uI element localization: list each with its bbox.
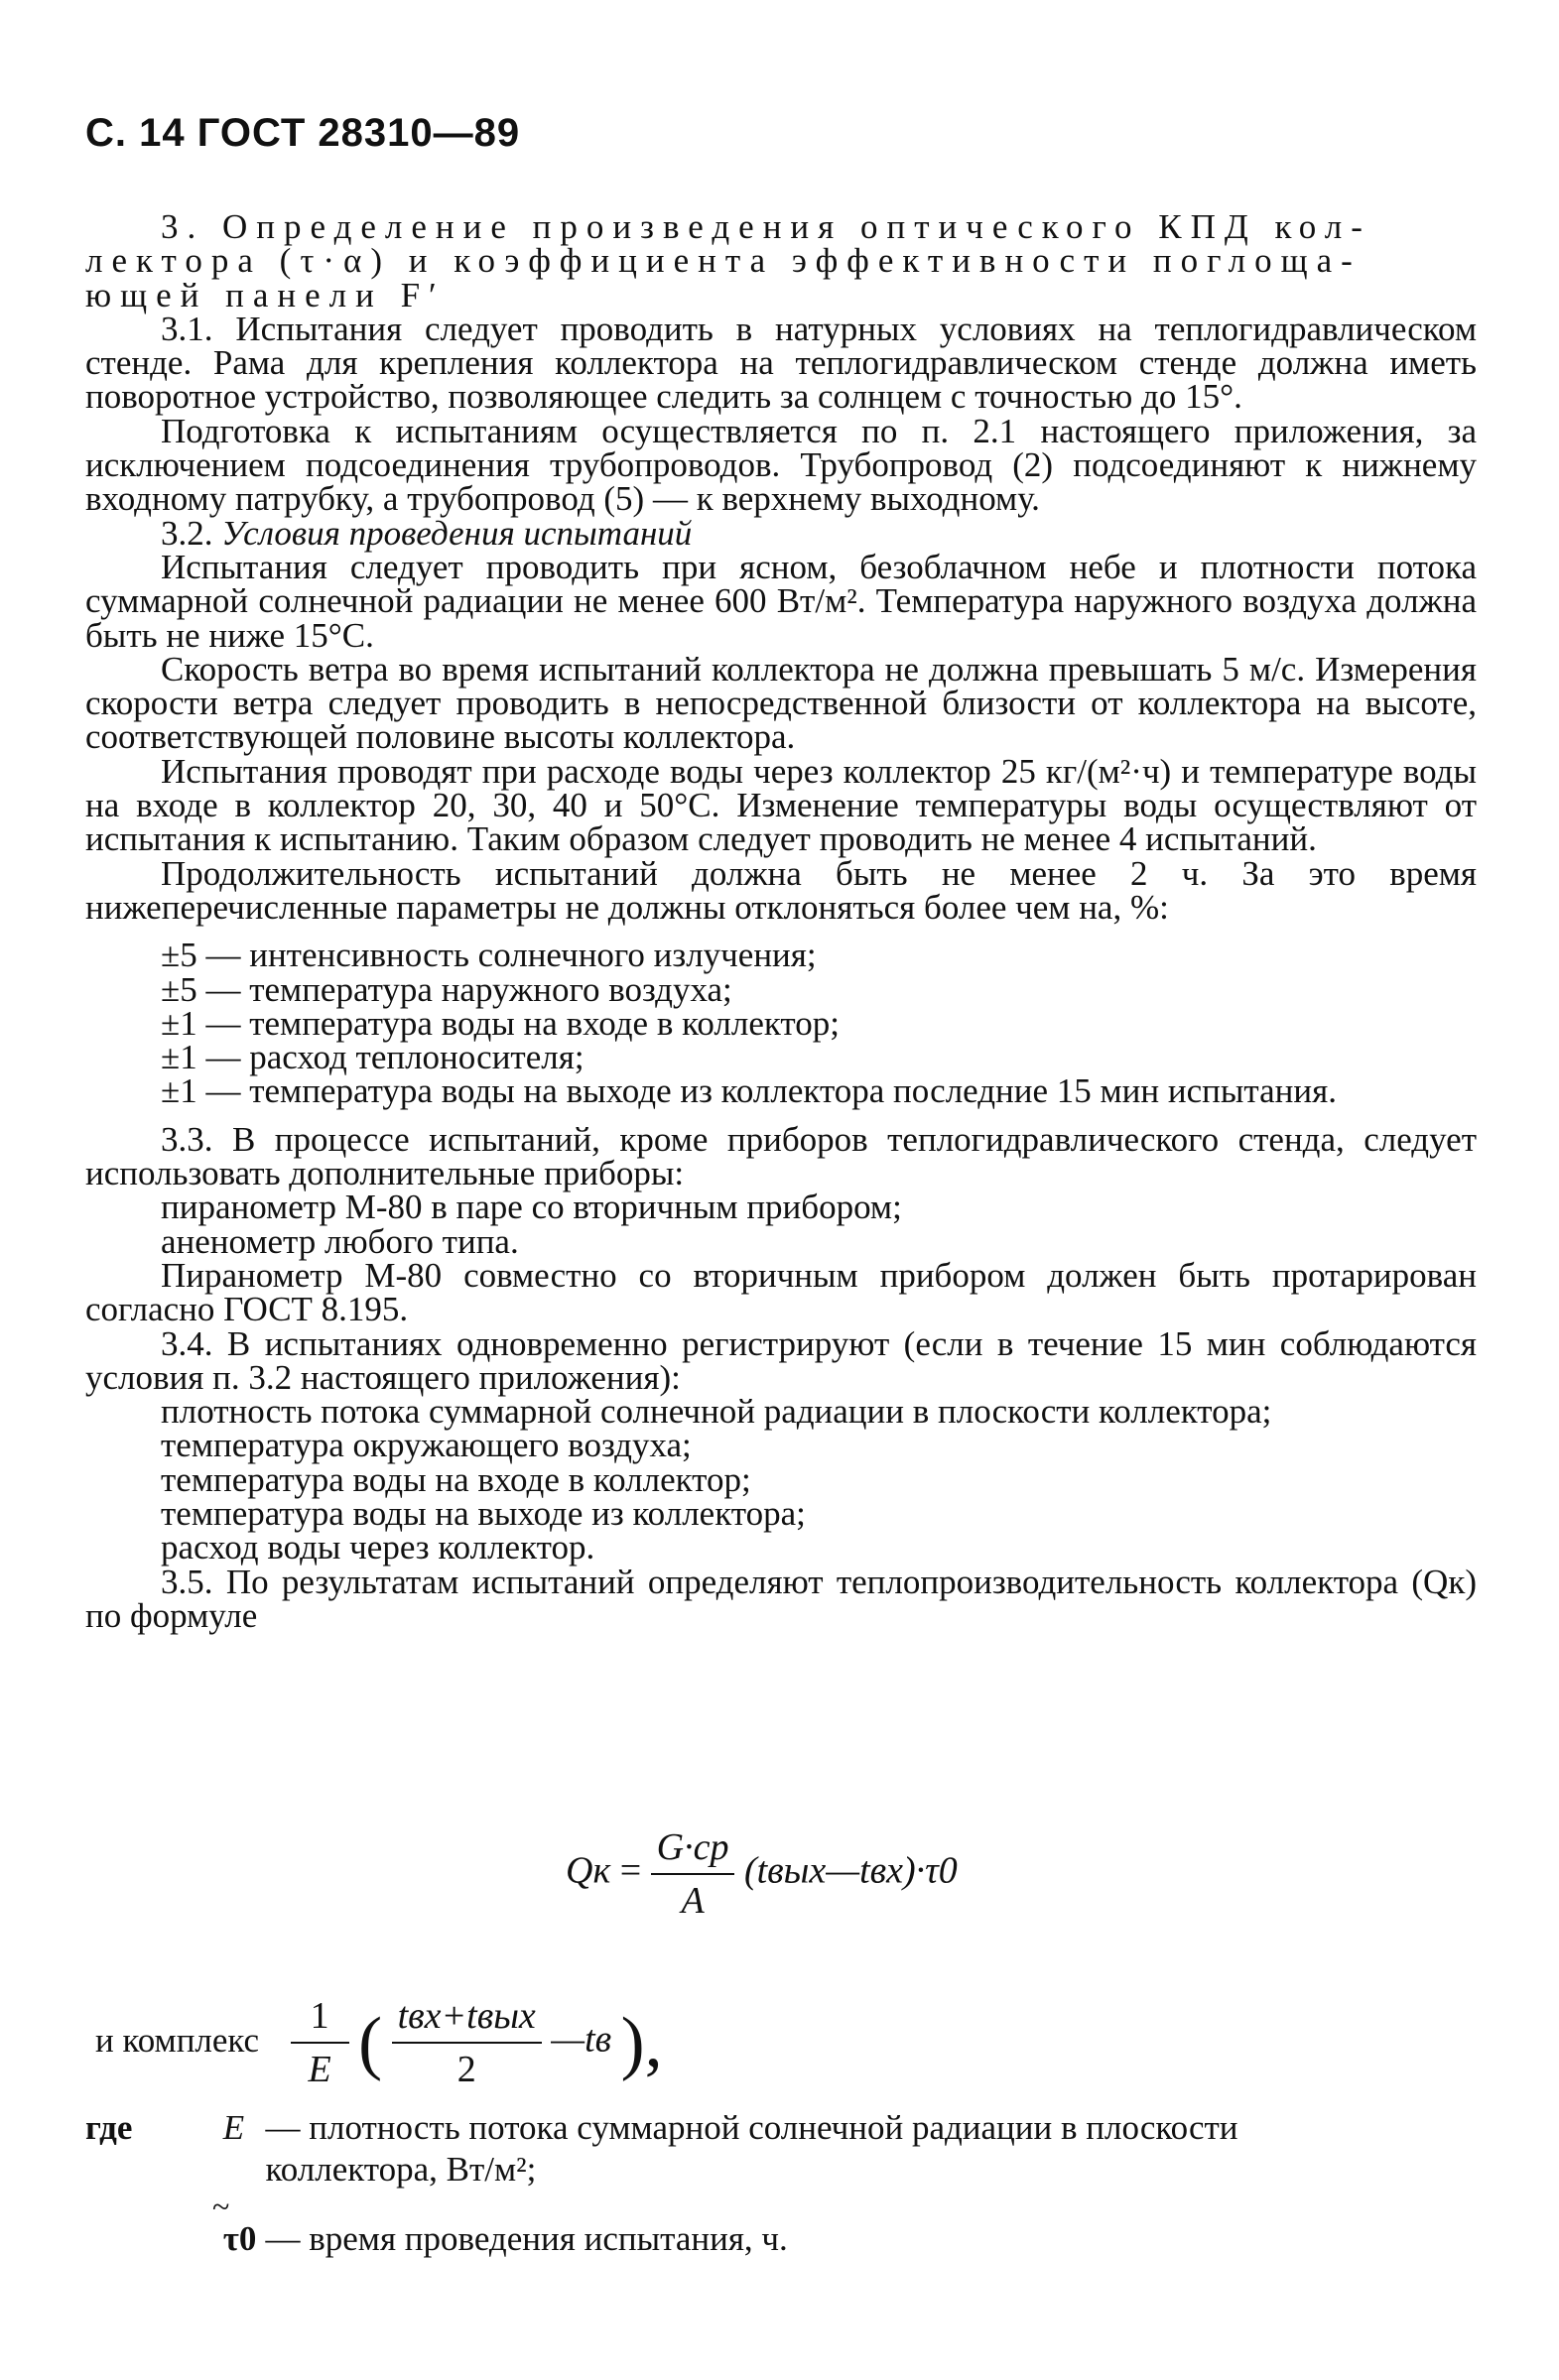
list-item: плотность потока суммарной солнечной радиации в плоскости коллектора; <box>161 1392 1272 1432</box>
list-item: температура окружающего воздуха; <box>161 1426 692 1465</box>
formula-rest: —tв <box>551 2018 612 2061</box>
list-item: ±5 — температура наружного воздуха; <box>161 969 732 1009</box>
section-number: 3.2. <box>161 513 213 553</box>
formula-lhs: Qк <box>566 1849 611 1892</box>
list-item: расход воды через коллектор. <box>161 1528 595 1567</box>
tolerance-list <box>85 936 1477 1111</box>
list-item: температура воды на входе в коллектор; <box>161 1459 751 1499</box>
formula-label: и комплекс <box>95 2020 260 2060</box>
formula-equals: = <box>619 1849 642 1892</box>
paren-close: ), <box>620 2002 663 2082</box>
formula-fraction <box>651 1825 735 1923</box>
list-item: аненометр любого типа. <box>161 1221 519 1261</box>
paragraph-3-3-b: Пиранометр М-80 совместно со вторичным прибором должен быть протарирован согласно ГОСТ 8.195. <box>85 1255 1477 1329</box>
list-item: температура воды на выходе из коллектора; <box>161 1493 806 1533</box>
paragraph-3-4: 3.4. В испытаниях одновременно регистрируют (если в течение 15 мин соблюдаются условия п. 3.2 настоящего приложения): <box>85 1323 1477 1397</box>
section-title-line-1: 3. Определение произведения оптического КПД кол- <box>161 207 1371 246</box>
formula-rest: (tвых—tвх)·τ0 <box>743 1849 958 1892</box>
section-title-line-2: лектора (τ·α) и коэффициента эффективности поглоща- <box>85 241 1362 281</box>
paragraph-3-3: 3.3. В процессе испытаний, кроме приборов теплогидравлического стенда, следует использовать дополнительные приборы: <box>85 1119 1477 1193</box>
where-word: где <box>85 2108 133 2147</box>
list-item: пиранометр М-80 в паре со вторичным прибором; <box>161 1188 902 1227</box>
fraction-numerator: tвх+tвых <box>392 1994 542 2044</box>
fraction-denominator: E <box>308 2049 331 2090</box>
document-body <box>85 207 1477 1635</box>
paragraph-3-2-a: Испытания следует проводить при ясном, безоблачном небе и плотности потока суммарной солнечной радиации не менее 600 Вт/м². Температура наружного воздуха должна быть не ниже 15°С. <box>85 547 1477 655</box>
symbol-e: E <box>222 2108 245 2147</box>
tilde-mark: ~ <box>212 2189 230 2224</box>
paragraph-3-1-prep: Подготовка к испытаниям осуществляется по п. 2.1 настоящего приложения, за исключением подсоединения трубопроводов. Трубопровод (2) подсоединяют к нижнему входному патрубку, а трубопровод (5) — к верхнему выходному. <box>85 411 1477 519</box>
where-definition-tau <box>85 2218 1494 2260</box>
list-item: ±1 — расход теплоносителя; <box>161 1038 585 1077</box>
formula-fraction <box>291 1994 349 2091</box>
symbol-e-description: — плотность потока суммарной солнечной радиации в плоскости коллектора, Вт/м²; <box>265 2108 1238 2189</box>
fraction-denominator: 2 <box>456 2049 476 2090</box>
paragraph-3-2-b: Скорость ветра во время испытаний коллектора не должна превышать 5 м/с. Измерения скорости ветра следует проводить в непосредственной близости от коллектора на высоте, соответствующей половине высоты коллектора. <box>85 649 1477 757</box>
where-definition-e <box>85 2107 1494 2191</box>
symbol-tau-description: — время проведения испытания, ч. <box>265 2219 788 2258</box>
paragraph-3-2-c: Испытания проводят при расходе воды через коллектор 25 кг/(м²·ч) и температуре воды на входе в коллектор 20, 30, 40 и 50°С. Изменение температуры воды осуществляют от испытания к испытанию. Таким образом следует проводить не менее 4 испытаний. <box>85 751 1477 859</box>
fraction-denominator: A <box>681 1880 705 1922</box>
page-header: С. 14 ГОСТ 28310—89 <box>85 111 521 155</box>
section-title-line-3: ющей панели F′ <box>85 275 446 314</box>
paragraph-3-2-d: Продолжительность испытаний должна быть не менее 2 ч. За это время нижеперечисленные параметры не должны отклоняться более чем на, %: <box>85 853 1477 927</box>
paragraph-3-1: 3.1. Испытания следует проводить в натурных условиях на теплогидравлическом стенде. Рама для крепления коллектора на теплогидравлическом стенде должна иметь поворотное устройство, позволяющее следить за солнцем с точностью до 15°. <box>85 309 1477 417</box>
fraction-numerator: G·cр <box>651 1825 735 1875</box>
list-item: ±1 — температура воды на входе в коллектор; <box>161 1003 840 1043</box>
fraction-numerator: 1 <box>291 1994 349 2044</box>
list-item-last: ±1 — температура воды на выходе из коллектора последние 15 мин испытания. <box>161 1071 1337 1111</box>
paragraph-3-5: 3.5. По результатам испытаний определяют теплопроизводительность коллектора (Qк) по формуле <box>85 1562 1477 1635</box>
symbol-tau: τ0 <box>222 2219 257 2258</box>
paragraph-3-2-heading <box>85 513 1477 553</box>
formula-complex <box>0 1994 1559 2091</box>
formula-fraction-inner <box>392 1994 542 2091</box>
list-item: ±5 — интенсивность солнечного излучения; <box>161 936 817 975</box>
paren-open: ( <box>358 2002 383 2082</box>
formula-heat-output <box>0 1825 1559 1923</box>
section-subtitle: Условия проведения испытаний <box>221 513 693 553</box>
